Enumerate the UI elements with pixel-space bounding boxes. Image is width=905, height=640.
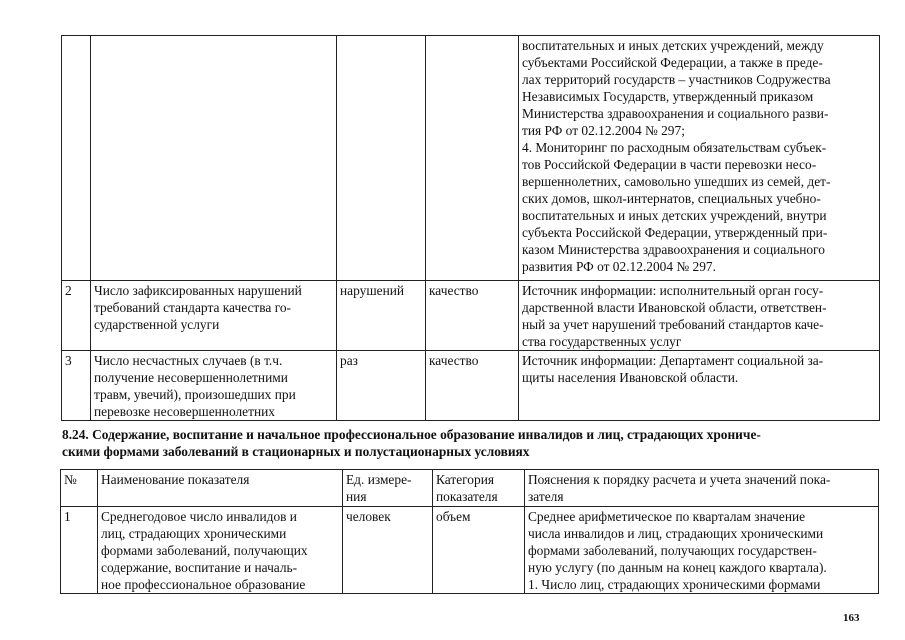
text-line: дарственной власти Ивановской области, ответствен- — [522, 300, 827, 315]
unit-cell: человек — [343, 507, 433, 594]
text-line: Министерства здравоохранения и социального разви- — [522, 106, 829, 121]
text-line: Источник информации: Департамент социальной за- — [522, 353, 824, 368]
table-header-row — [61, 470, 879, 507]
text-line: получение несовершеннолетними — [94, 370, 288, 385]
indicators-table — [60, 469, 879, 594]
text-line: числа инвалидов и лиц, страдающих хроническими — [528, 526, 824, 541]
text-line: лиц, страдающих хроническими — [101, 526, 287, 541]
text-line: Число несчастных случаев (в т.ч. — [94, 353, 283, 368]
text-line: Ед. измере- — [346, 472, 412, 487]
text-line: требований стандарта качества го- — [94, 300, 292, 315]
text-line: Независимых Государств, утвержденный приказом — [522, 89, 814, 104]
header-category — [433, 470, 525, 507]
header-name: Наименование показателя — [98, 470, 343, 507]
text-line: Категория — [436, 472, 495, 487]
text-line: лах территорий государств – участников Содружества — [522, 72, 831, 87]
category-cell: качество — [426, 281, 519, 351]
header-unit — [343, 470, 433, 507]
text-line: содержание, воспитание и началь- — [101, 560, 298, 575]
text-line: развития РФ от 02.12.2004 № 297. — [522, 259, 716, 274]
row-number: 1 — [61, 507, 98, 594]
text-line: субъектами Российской Федерации, а также в преде- — [522, 55, 823, 70]
text-line: тия РФ от 02.12.2004 № 297; — [522, 123, 685, 138]
text-line: воспитательных и иных детских учреждений, внутри — [522, 208, 827, 223]
text-line: казом Министерства здравоохранения и социального — [522, 242, 825, 257]
text-line: формами заболеваний, получающих государствен- — [528, 543, 817, 558]
text-line: ный за учет нарушений требований стандартов каче- — [522, 317, 824, 332]
heading-line: скими формами заболеваний в стационарных и полустационарных условиях — [62, 444, 530, 459]
indicator-name — [91, 351, 337, 421]
table-row — [62, 351, 880, 421]
header-notes — [525, 470, 879, 507]
notes-cell — [519, 351, 880, 421]
notes-cell — [519, 281, 880, 351]
text-line: зателя — [528, 489, 564, 504]
text-line: формами заболеваний, получающих — [101, 543, 308, 558]
text-line: ских домов, школ-интернатов, специальных учебно- — [522, 191, 821, 206]
text-line: тов Российской Федерации в части перевозки несо- — [522, 157, 817, 172]
text-line: 4. Мониторинг по расходным обязательствам субъек- — [522, 140, 827, 155]
indicator-name — [91, 281, 337, 351]
text-line: вершеннолетних, самовольно ушедших из семей, дет- — [522, 174, 831, 189]
text-line: ния — [346, 489, 367, 504]
text-line: субъекта Российской Федерации, утвержденный при- — [522, 225, 828, 240]
text-line: Среднегодовое число инвалидов и — [101, 509, 297, 524]
text-line: сударственной услуги — [94, 317, 220, 332]
category-cell — [426, 36, 519, 281]
text-line: 1. Число лиц, страдающих хроническими формами — [528, 577, 821, 592]
text-line: Число зафиксированных нарушений — [94, 283, 302, 298]
row-number: 3 — [62, 351, 91, 421]
category-cell: качество — [426, 351, 519, 421]
notes-cell — [525, 507, 879, 594]
text-line: щиты населения Ивановской области. — [522, 370, 739, 385]
unit-cell: нарушений — [337, 281, 426, 351]
row-number: 2 — [62, 281, 91, 351]
text-line: Среднее арифметическое по кварталам значение — [528, 509, 806, 524]
row-number — [62, 36, 91, 281]
indicator-name — [98, 507, 343, 594]
notes-cell — [519, 36, 880, 281]
unit-cell: раз — [337, 351, 426, 421]
section-heading — [62, 426, 761, 460]
indicator-name — [91, 36, 337, 281]
indicators-table-continued — [61, 35, 880, 421]
text-line: Источник информации: исполнительный орган госу- — [522, 283, 824, 298]
text-line: травм, увечий), произошедших при — [94, 387, 296, 402]
text-line: воспитательных и иных детских учреждений, между — [522, 38, 824, 53]
table-row — [61, 507, 879, 594]
text-line: ную услугу (по данным на конец каждого квартала). — [528, 560, 827, 575]
heading-line: 8.24. Содержание, воспитание и начальное профессиональное образование инвалидов и лиц, страдающих хрониче- — [62, 427, 761, 442]
unit-cell — [337, 36, 426, 281]
header-num: № — [61, 470, 98, 507]
table-row — [62, 36, 880, 281]
text-line: перевозке несовершеннолетних — [94, 404, 276, 419]
text-line: ное профессиональное образование — [101, 577, 306, 592]
category-cell: объем — [433, 507, 525, 594]
text-line: показателя — [436, 489, 498, 504]
text-line: ства государственных услуг — [522, 334, 682, 349]
page-number: 163 — [843, 612, 860, 624]
table-row — [62, 281, 880, 351]
text-line: Пояснения к порядку расчета и учета значений пока- — [528, 472, 831, 487]
